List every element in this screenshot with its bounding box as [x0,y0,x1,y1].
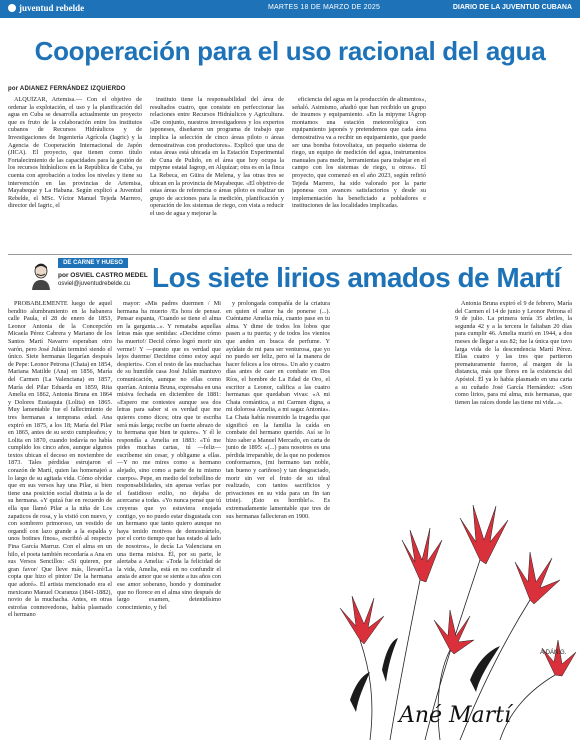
issue-date: MARTES 18 DE MARZO DE 2025 [268,4,381,11]
article1-byline: por ADIANEZ FERNÁNDEZ IZQUIERDO [8,86,126,92]
article1-headline: Cooperación para el uso racional del agua [34,36,546,66]
section-divider [8,254,572,255]
article2-column-1: PROBABLEMENTE luego de aquel bendito alumbramiento en la habanera calle Paula, el 28 de enero de 1853, Leonor Antonia de la Concepción Micaela Pérez Cabrera y Mariano de los Santos Martí Navarro esperaban otro varón, pero José Julián terminó siendo el único. Siete hermanas llegarían después de Pepe: Leonor Petrona (Chata) en 1854, Mariana Matilde (Ana) en 1856, María del Carmen (La Valenciana) en 1857, María del Pilar Eduarda en 1859, Rita Amelia en 1862, Antonia Bruna en 1864 y Dolores Eustaquia (Lolita) en 1865. Muy lamentable fue el fallecimiento de tres hermanas a temprana edad. Ana expiró en 1875, a los 18; María del Pilar en 1865, antes de su sexto cumpleaños; y Lolita en 1870, cuando todavía no había cumplido los cinco años, aunque algunos textos ubican el deceso en noviembre de 1873. Tales pérdidas estrujaron el corazón de Martí, quien las homenajeó a lo largo de su agitada vida. Cómo olvidar que en sus versos hay una Pilar, si bien tiene una posición social distinta a la de su hermana. «Y quizá fue en recuerdo de ella que llamó Pilar a la niña de Los zapaticos de rosa, y la vistió con nuevo, y con sombrero primoroso, un vestido de organdí con lazo grande a la espalda y unos botines finos», escribió al respecto Fina García Marruz. Con el alma en un hilo, el poeta también recordaría a Ana en sus Versos Sencillos: «Si quieren, por gran favor/ Que lleve más, llevaré/La copia que hizo el pintor/ De la hermana que adoré». El artista mencionado era el mexicano Manuel Ocaranza (1841-1882), novio de la muchacha. Antes, en otras estrofas conmovedoras, había plasmado el hermano [8,300,112,619]
brand-name[interactable]: juventud rebelde [8,3,84,13]
journal-tagline: DIARIO DE LA JUVENTUD CUBANA [452,4,572,11]
article1-column-1: ALQUÍZAR, Artemisa.— Con el objetivo de ordenar la explotación, el uso y la planificación del agua en Cuba se desarrolla actualmente un proyecto que es fruto de la colaboración entre los institutos cubanos de Recursos Hidráulicos y de Investigaciones de Ingeniería Agrícola (Iagric) y la Agencia de Cooperación Internacional de Japón (JICA). El proyecto, que tienen como título Fortalecimiento de las capacidades para la gestión de los recursos hidráulicos en la República de Cuba, ya cuenta con aprobación a todos los niveles y tiene su intervención en las provincias de Artemisa, Mayabeque y La Habana. Según explicó a Juventud Rebelde, el MSc. Víctor Manuel Tejeda Marrero, director del Iagric, el [8,96,142,210]
article1-column-4 [434,96,572,250]
section-tag: DE CARNE Y HUESO [58,258,128,268]
article2-headline: Los siete lirios amados de Martí [152,262,561,293]
brand-logo-icon [8,4,16,12]
art-credit: A.DÁN.G. [540,650,567,656]
author-email[interactable]: osviel@juventudrebelde.cu [58,281,131,287]
lilies-illustration [330,470,580,740]
art-signature: Ané Martí [398,703,512,728]
newspaper-header [0,0,580,18]
article1-column-3: eficiencia del agua en la producción de alimentos», señaló. Asimismo, añadió que han recibido un grupo de insumos y equipamiento. «En la mipyme IAgrop montamos una estación meteorológica con equipamiento japonés y pretendemos que cada área demostrativa va a recibir un equipamiento, que puede ser una bomba fotovoltaica, un pequeño sistema de riego, un equipo de medición del agua, instrumentos manuales para medir, herramientas para trabajar en el campo con los sistemas de riego, u otros». El proyecto, que comenzó en el año 2023, según refirió Tejeda Marrero, ha sido valorado por la parte japonesa con avances satisfactorios y desde su implementación ha beneficiado a pobladores e instituciones de las localidades implicadas. [292,96,426,210]
article2-column-4: Antonia Bruna expiró el 9 de febrero, María del Carmen el 14 de junio y Leonor Petrona el 9 de julio. La primera tenía 35 abriles, la segunda 42 y a la tercera le faltaban 20 días para cumplir 46. Amelia murió en 1944, a dos meses de llegar a sus 82; fue la única que tuvo larga vida de la descendencia Martí Pérez. Ellas cuatro y las tres que partieron prematuramente fueron, al margen de la distancia, más que flores en la existencia del Apóstol. Él ya lo había plasmado en una carta a su cuñado José García Hernández: «Son como lirios, para mí alma, mis hermanas, que tienen las raíces donde las tiene mi vida...». [455,300,572,406]
article2-byline: por OSVIEL CASTRO MEDEL [58,272,148,279]
author-avatar-icon [30,262,52,290]
article2-column-3: y prolongada compañía de la criatura en quien el amor ha de ponerse (...). Cuéntame Amelia mía, cuanto pase en tu alma. Y dime de todos los lobos que pasen a tu puerta; y de todos los vientos que anden en busca de perfume. Y ayúdate de mi para ser venturosa, que yo no puedo ser feliz, pero sé la manera de hacer felices a los otros». Un año y cuatro días antes de caer en combate en Dos Ríos, el hombre de La Edad de Oro, el escritor a Leonor, califica a las cuatro hermanas que quedaban vivas: «A mi Chata romántica, a mi Carmen digna, a mi dolorosa Amelia, a mi sagaz Antonia». La Chata había resumido la tragedia que significó en la familia la caída en combate del hermano querido. Así se lo hizo saber a Manuel Mercado, en carta de junio de 1895: «(...) para nosotros es una pérdida irreparable, de la que no podemos conformarnos, (mi hermano tan noble, tan bueno y cariñoso) y tan desgraciado, morir sin ver el fruto de su ideal realizado, con tantos sacrificios y privaciones en su vida para un fin tan triste). ¡Esto es horrible!». Es extremadamente lamentable que tres de sus hermanas fallecieran en 1900. [226,300,330,520]
article2-column-2: mayor: «Mis padres duermen / Mi hermana ha muerto /Es hora de pensar. Pensar espanta, /Cuando se tiene el alma en la garganta...». Y remataba aquellas letras más que sentidas: «Decidme cómo ha muerto!/ Decid cómo logró morir sin verme!/ Y —puesto que es verdad que lejos duerme/ Decidme cómo estoy aquí despierto». Con el resto de las muchachas de su humilde casa José Julián mantuvo comunicación, aunque no ellas como querían. Antonia Bruna, expresaba en una misiva fechada en diciembre de 1881: «Espero me contestes aunque sea dos letras para saber si es verdad que me quieres como dices; otra que te escriba será más larga; recibe un fuerte abrazo de tu hermana que bien te quiere». Y él le respondía a Amelia en 1883: «Tú me pides muchas cartas, tú —feliz— escríbeme sin cesar, y obligame a ellas. —Y no me mires como a hermano alejado, sino como a parte de tu mismo cuerpo». Pepe, en medio del torbellino de responsabilidades, sin apenas verlas por el fastidioso exilio, no dejaba de acercarse a todas. «Yo nunca pensé que tú creyeras que yo estuviera enojada contigo, yo no puedo estar disgustada con un hermano que tanto quiero aunque no haya tenido motivos de demostrártelo, por el corto tiempo que has estado al lado de nosotros», le decía La Valenciana en una tierna misiva. Él, por su parte, le alertaba a Amelia: «Toda la felicidad de la vida, Amelia, está en no confundir el ansia de amor que se siente a tus años con ese amor soberano, hondo y dominador que no florece en el alma sino después de largo examen, detenidísimo conocimiento, y fiel [117,300,221,611]
article1-column-2: instituto tiene la responsabilidad del área de resultados cuatro, que consiste en perfeccionar las relaciones entre Recursos Hidráulicos y Agricultura. «De conjunto, nuestros investigadores y los expertos japoneses, diseñaron un programa de trabajo que implica la selección de cinco áreas piloto o áreas demostrativas con productores». Explicó que una de estas áreas está ubicada en la Estación Experimental de Cuna de Pulido, en el área que hoy ocupa la mipyme estatal Iagrop, en Alquízar; otra es en la finca La Rebeca, en Güira de Melena, y las otras tres se ubican en la provincia de Mayabeque. «El objetivo de estas áreas de referencia o áreas piloto es realizar un grupo de acciones para la medición, planificación y operación de los sistemas de riego, con vista a reducir el uso de agua y mejorar la [150,96,284,217]
